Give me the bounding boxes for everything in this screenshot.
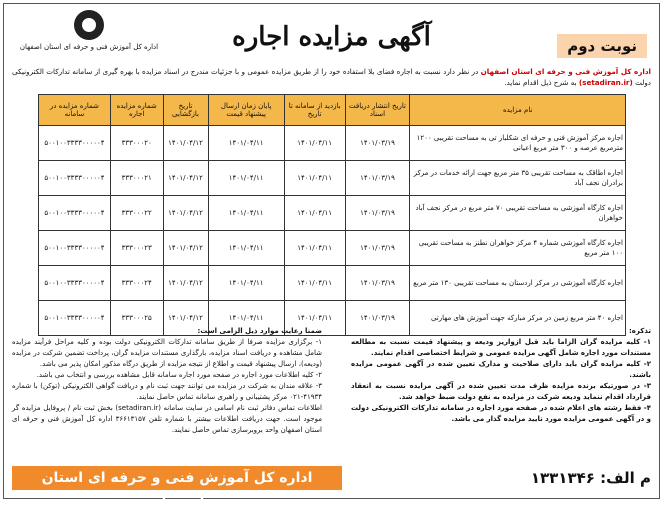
note-item: ۱- برگزاری مزایده صرفا از طریق سامانه تدارکات الکترونیکی دولت بوده و کلیه مراحل فرآیند مزایده شامل مشاهده و دریافت اسناد مزایده، بارگذاری مستندات مزایده گران، پرداخت تضمین شرکت در مزایده (ودیعه)، ارسال پیشنهاد قیمت و اطلاع از نتیجه مزایده از طریق درگاه مذکور امکان پذیر می باشد.	[12, 338, 322, 368]
table-cell: ۱۴۰۱/۰۴/۱۲	[163, 231, 208, 266]
table-cell: ۱۴۰۱/۰۴/۱۱	[208, 231, 284, 266]
note-item: ۴- فقط رشته های اعلام شده در صفحه مورد اجاره در سامانه تدارکات الکترونیکی دولت و در آگهی عمومی مزایده مورد تایید مزایده گذار می باشد.	[351, 404, 651, 423]
table-cell: ۱۴۰۱/۰۴/۱۱	[284, 161, 345, 196]
table-cell: ۳۳۳۰۰۰۲۲	[110, 196, 163, 231]
item-name-cell: اجاره اطاقک به مساحت تقریبی ۳۵ متر مربع جهت ارائه خدمات در مرکز برادران نجف آباد	[410, 161, 626, 196]
note-item: ۲- کلیه مزایده گران باید دارای صلاحیت و مدارک تعیین شده در آگهی عمومی مزایده باشند.	[351, 360, 651, 379]
reference-number: م الف: ۱۳۳۱۳۴۶	[530, 469, 651, 487]
logo-icon	[74, 10, 104, 40]
notes-left	[12, 326, 322, 436]
table-cell: ۱۴۰۱/۰۳/۱۹	[345, 266, 410, 301]
table-cell: ۱۴۰۱/۰۴/۱۲	[163, 161, 208, 196]
table-row	[39, 231, 626, 266]
item-name-cell: اجاره کارگاه آموزشی شماره ۴ مرکز خواهران نطنز به مساحت تقریبی ۱۰۰ متر مربع	[410, 231, 626, 266]
table-cell: ۵۰۰۱۰۰۳۳۳۳۰۰۰۰۰۴	[39, 161, 111, 196]
intro-body: در نظر دارد نسبت به اجاره فضای بلا استفاده خود را از طریق مزایده عمومی و با جزئیات مندرج در اسناد مزایده با بهره گیری از سامانه تدارکات الکترونیکی دولت	[12, 67, 651, 87]
table-cell: ۱۴۰۱/۰۴/۱۱	[208, 301, 284, 336]
note-item: ۳- علاقه مندان به شرکت در مزایده می توانند جهت ثبت نام و دریافت گواهی الکترونیکی (توکن) با شماره ۴۱۹۳۴-۰۲۱ مرکز پشتیبانی و راهبری سامانه تماس حاصل نمایند.	[12, 382, 322, 401]
table-cell: ۱۴۰۱/۰۳/۱۹	[345, 196, 410, 231]
table-cell: ۱۴۰۱/۰۴/۱۱	[208, 196, 284, 231]
table-cell: ۱۴۰۱/۰۳/۱۹	[345, 301, 410, 336]
intro-org: اداره کل آموزش فنی و حرفه ای استان اصفهان	[480, 67, 651, 76]
intro-site: (setadiran.ir)	[578, 78, 633, 87]
table-cell: ۱۴۰۱/۰۴/۱۱	[208, 266, 284, 301]
table-row	[39, 126, 626, 161]
note-item: ۳- در صورتیکه برنده مزایده ظرف مدت تعیین شده در آگهی مزایده نسبت به انعقاد قرارداد اقدام ننماید ودیعه شرکت در مزایده به نفع دولت ضبط خواهد شد.	[351, 382, 651, 401]
table-cell: ۳۳۳۰۰۰۲۵	[110, 301, 163, 336]
col-header: بازدید از سامانه تا تاریخ	[284, 95, 345, 126]
table-cell: ۱۴۰۱/۰۴/۱۱	[284, 301, 345, 336]
table-cell: ۱۴۰۱/۰۴/۱۱	[284, 231, 345, 266]
table-cell: ۱۴۰۱/۰۴/۱۲	[163, 196, 208, 231]
col-header: نام مزایده	[410, 95, 626, 126]
table-cell: ۳۳۳۰۰۰۲۱	[110, 161, 163, 196]
table-cell: ۳۳۳۰۰۰۲۰	[110, 126, 163, 161]
table-cell: ۱۴۰۱/۰۴/۱۱	[208, 161, 284, 196]
table-cell: ۳۳۳۰۰۰۲۴	[110, 266, 163, 301]
note-item: ۱- کلیه مزایده گران الزاما باید قبل ازواریز ودیعه و پیشنهاد قیمت نسبت به مطالعه مستندات مورد اجاره شامل آگهی مزایده عمومی و شرایط اختصاصی اقدام نمایند.	[351, 338, 651, 357]
footer	[12, 466, 651, 510]
intro-tail: به شرح ذیل اقدام نماید.	[504, 78, 577, 87]
table-cell: ۱۴۰۱/۰۳/۱۹	[345, 161, 410, 196]
org-logo	[14, 10, 164, 60]
edition-badge: نوبت دوم	[557, 34, 647, 58]
table-header-row	[39, 95, 626, 126]
table-row	[39, 196, 626, 231]
notes-right	[351, 326, 651, 425]
table-cell: ۱۴۰۱/۰۳/۱۹	[345, 231, 410, 266]
table-cell: ۱۴۰۱/۰۴/۱۲	[163, 301, 208, 336]
col-header: شماره مزایده در سامانه	[39, 95, 111, 126]
table-cell: ۱۴۰۱/۰۴/۱۱	[208, 126, 284, 161]
table-cell: ۱۴۰۱/۰۴/۱۲	[163, 266, 208, 301]
table-cell: ۵۰۰۱۰۰۳۳۳۳۰۰۰۰۰۴	[39, 266, 111, 301]
table-cell: ۱۴۰۱/۰۴/۱۱	[284, 196, 345, 231]
item-name-cell: اجاره کارگاه آموزشی در مرکز اردستان به مساحت تقریبی ۱۳۰ متر مربع	[410, 266, 626, 301]
col-header: تاریخ بازگشایی	[163, 95, 208, 126]
table-cell: ۵۰۰۱۰۰۳۳۳۳۰۰۰۰۰۴	[39, 231, 111, 266]
table-cell: ۵۰۰۱۰۰۳۳۳۳۰۰۰۰۰۴	[39, 196, 111, 231]
table-cell: ۳۳۳۰۰۰۲۳	[110, 231, 163, 266]
intro-text	[12, 66, 651, 88]
item-name-cell: اجاره مرکز آموزش فنی و حرفه ای شکلبار تی به مساحت تقریبی ۱۲۰۰ مترمربع عرصه و ۳۰۰ متر مربع اعیانی	[410, 126, 626, 161]
ad-page	[3, 3, 660, 510]
table-cell: ۱۴۰۱/۰۳/۱۹	[345, 126, 410, 161]
notes-right-heading: تذکره:	[628, 327, 651, 335]
note-item: ۲- کلیه اطلاعات مورد اجاره در صفحه مورد اجاره سامانه قابل مشاهده بررسی و انتخاب می باشد.	[36, 371, 322, 379]
table-row	[39, 266, 626, 301]
col-header: شماره مزایده اجاره	[110, 95, 163, 126]
item-name-cell: اجاره ۴۰ متر مربع زمین در مرکز مبارکه جهت آموزش های مهارتی	[410, 301, 626, 336]
col-header: پایان زمان ارسال پیشنهاد قیمت	[208, 95, 284, 126]
header	[8, 8, 655, 62]
table-cell: ۱۴۰۱/۰۴/۱۲	[163, 126, 208, 161]
notes-left-heading: ضمنا رعایت موارد ذیل الزامی است:	[197, 327, 322, 335]
footer-org-banner: اداره کل آموزش فنی و حرفه ای استان اصفهان	[12, 466, 342, 490]
table-cell: ۵۰۰۱۰۰۳۳۳۳۰۰۰۰۰۴	[39, 301, 111, 336]
table-cell: ۱۴۰۱/۰۴/۱۱	[284, 266, 345, 301]
page-title: آگهی مزایده اجاره	[232, 22, 431, 52]
auction-table	[38, 94, 626, 336]
table-row	[39, 161, 626, 196]
table-cell: ۵۰۰۱۰۰۳۳۳۳۰۰۰۰۰۴	[39, 126, 111, 161]
table-cell: ۱۴۰۱/۰۴/۱۱	[284, 126, 345, 161]
col-header: تاریخ انتشار دریافت اسناد	[345, 95, 410, 126]
note-item: اطلاعات تماس دفاتر ثبت نام اسامی در سایت سامانه (setadiran.ir) بخش ثبت نام / پروفایل مزایده گر موجود است. جهت دریافت اطلاعات بیشتر با شماره تلفن ۳۶۶۱۳۱۵۷ اداره کل آموزش فنی و حرفه ای استان اصفهان واحد بروبرسازی تماس حاصل نمایند.	[12, 404, 322, 434]
logo-text: اداره کل آموزش فنی و حرفه ای استان اصفهان	[19, 43, 159, 51]
item-name-cell: اجاره کارگاه آموزشی به مساحت تقریبی ۷۰ متر مربع در مرکز نجف آباد خواهران	[410, 196, 626, 231]
